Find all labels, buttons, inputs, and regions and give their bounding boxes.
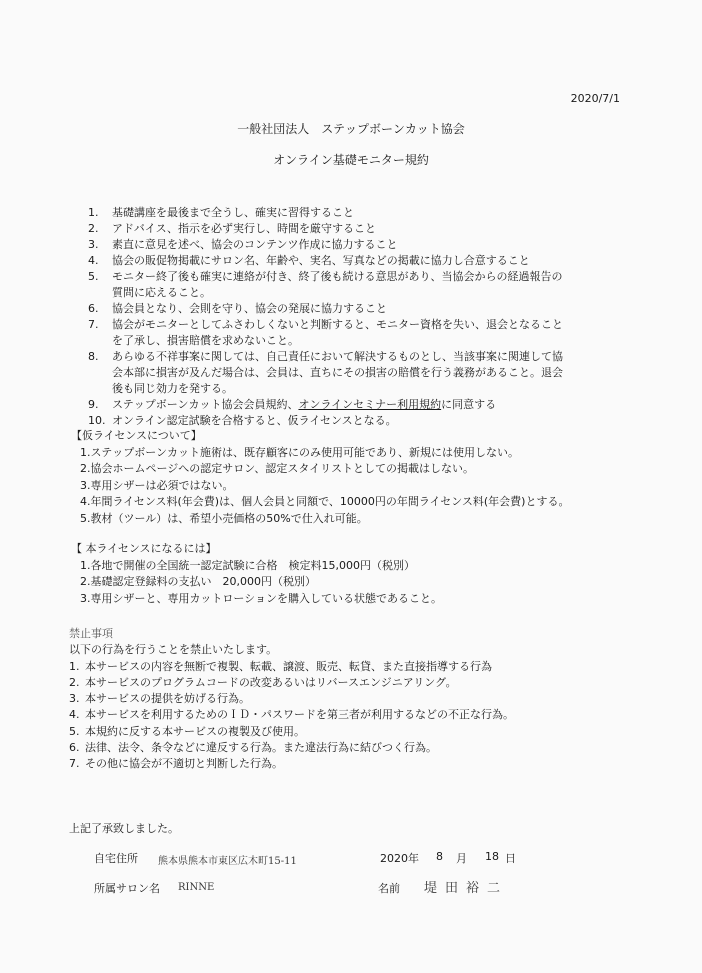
rule-number: 5. [88,270,99,283]
prohibited-item [69,707,514,723]
prohibited-item [69,691,514,707]
prohibited-text: 本サービスの内容を無断で複製、転載、譲渡、販売、転貸、また直接指導する行為 [85,659,492,673]
rule-text: 質問に応えること。 [112,286,211,299]
rules-list [88,205,628,429]
rule-number: 6. [88,302,99,315]
rule-item [88,269,628,301]
prohibited-item [69,659,514,675]
acceptance-statement: 上記了承致しました。 [69,822,179,835]
provisional-item: 2.協会ホームページへの認定サロン、認定スタイリストとしての掲載はしない。 [80,462,474,475]
rule-item [88,221,628,237]
date-month-value: 8 [436,850,443,863]
rule-number: 3. [88,238,99,251]
prohibited-item [69,724,514,740]
rule-text: 後も同じ効力を発する。 [112,382,233,395]
prohibited-number: 2. [69,675,80,689]
provisional-license-section [71,428,570,527]
rule-number: 9. [88,398,99,411]
prohibited-item [69,740,514,756]
prohibited-list [69,659,514,773]
rule-text: 素直に意見を述べ、協会のコンテンツ作成に協力すること [112,238,398,251]
address-value: 熊本県熊本市東区広木町15-11 [158,856,297,867]
prohibited-text: その他に協会が不適切と判断した行為。 [85,757,283,771]
prohibited-text: 本サービスのプログラムコードの改変あるいはリバースエンジニアリング。 [85,675,457,689]
full-license-heading: 【 本ライセンスになるには】 [71,542,217,555]
prohibited-item [69,675,514,691]
full-license-section [71,541,442,607]
rule-text: を了承し、損害賠償を求めないこと。 [112,334,299,347]
prohibited-text: 本サービスを利用するためのＩＤ・パスワードを第三者が利用するなどの不正な行為。 [85,708,514,722]
rule-text: モニター終了後も確実に連絡が付き、終了後も続ける意思があり、当協会からの経過報告の [112,270,563,283]
document-date: 2020/7/1 [570,92,620,105]
rule-number: 10. [88,414,106,427]
rule-item [88,413,628,429]
rule-item [88,237,628,253]
prohibited-item [69,756,514,772]
prohibited-number: 6. [69,741,80,755]
full-license-item: 2.基礎認定登録料の支払い 20,000円（税別） [80,575,316,588]
prohibited-section [69,626,514,773]
rule-text: 会本部に損害が及んだ場合は、会員は、直ちにその損害の賠償を行う義務があること。退会 [112,366,563,379]
rule-number: 1. [88,206,99,219]
rule-number: 7. [88,318,99,331]
provisional-item: 3.専用シザーは必須ではない。 [80,478,234,492]
rule-text: 協会員となり、会則を守り、協会の発展に協力すること [112,302,387,315]
prohibited-text: 本サービスの提供を妨げる行為。 [85,692,250,706]
provisional-item: 1.ステップボーンカット施術は、既存顧客にのみ使用可能であり、新規には使用しない。 [80,445,519,459]
date-day-label: 日 [505,852,516,865]
date-year: 2020年 [380,852,419,865]
provisional-item: 4.年間ライセンス料(年会費)は、個人会員と同額で、10000円の年間ライセンス料(年会費)とする。 [80,495,570,508]
organization-name: 一般社団法人 ステップボーンカット協会 [237,122,465,136]
rule-text: ステップボーンカット協会会員規約、 [112,398,299,411]
provisional-license-heading: 【仮ライセンスについて】 [71,429,202,442]
rule-text: オンライン認定試験を合格すると、仮ライセンスとなる。 [112,414,397,427]
rule-text: あらゆる不祥事案に関しては、自己責任において解決するものとし、当該事案に関連して協 [112,350,563,363]
online-seminar-terms-link[interactable]: オンラインセミナー利用規約 [298,398,442,411]
rule-text: 協会がモニターとしてふさわしくないと判断すると、モニター資格を失い、退会となること [112,318,563,331]
prohibited-text: 本規約に反する本サービスの複製及び使用。 [85,724,305,738]
prohibited-text: 法律、法令、条令などに違反する行為。また違法行為に結びつく行為。 [85,741,437,755]
document-title: オンライン基礎モニター規約 [273,153,429,167]
name-value: 堤田裕二 [424,881,509,896]
prohibited-number: 5. [69,724,80,738]
rule-number: 2. [88,222,99,235]
prohibited-number: 3. [69,692,80,706]
rule-item [88,349,628,397]
date-month-label: 月 [456,852,467,865]
rule-text: 基礎講座を最後まで全うし、確実に習得すること [112,206,354,219]
prohibited-number: 4. [69,708,80,722]
rule-item [88,253,628,269]
rule-number: 4. [88,254,99,267]
full-license-item: 1.各地で開催の全国統一認定試験に合格 検定料15,000円（税別） [80,558,415,572]
prohibited-number: 7. [69,757,80,771]
salon-label: 所属サロン名 [94,882,160,895]
date-day-value: 18 [485,850,499,863]
prohibited-number: 1. [69,659,80,673]
rule-text: アドバイス、指示を必ず実行し、時間を厳守すること [112,222,376,235]
name-label: 名前 [378,882,400,895]
rule-item [88,397,628,413]
rule-item [88,317,628,349]
address-label: 自宅住所 [94,852,138,865]
rule-number: 8. [88,350,99,363]
rule-item [88,301,628,317]
rule-item [88,205,628,221]
rule-text: 協会の販促物掲載にサロン名、年齢や、実名、写真などの掲載に協力し合意すること [112,254,530,267]
salon-value: RINNE [178,882,215,893]
rule-text: に同意する [441,398,497,411]
full-license-item: 3.専用シザーと、専用カットローションを購入している状態であること。 [80,591,442,605]
provisional-item: 5.教材（ツール）は、希望小売価格の50%で仕入れ可能。 [80,511,368,525]
prohibited-heading: 禁止事項 [69,627,113,640]
prohibited-intro: 以下の行為を行うことを禁止いたします。 [69,643,278,657]
